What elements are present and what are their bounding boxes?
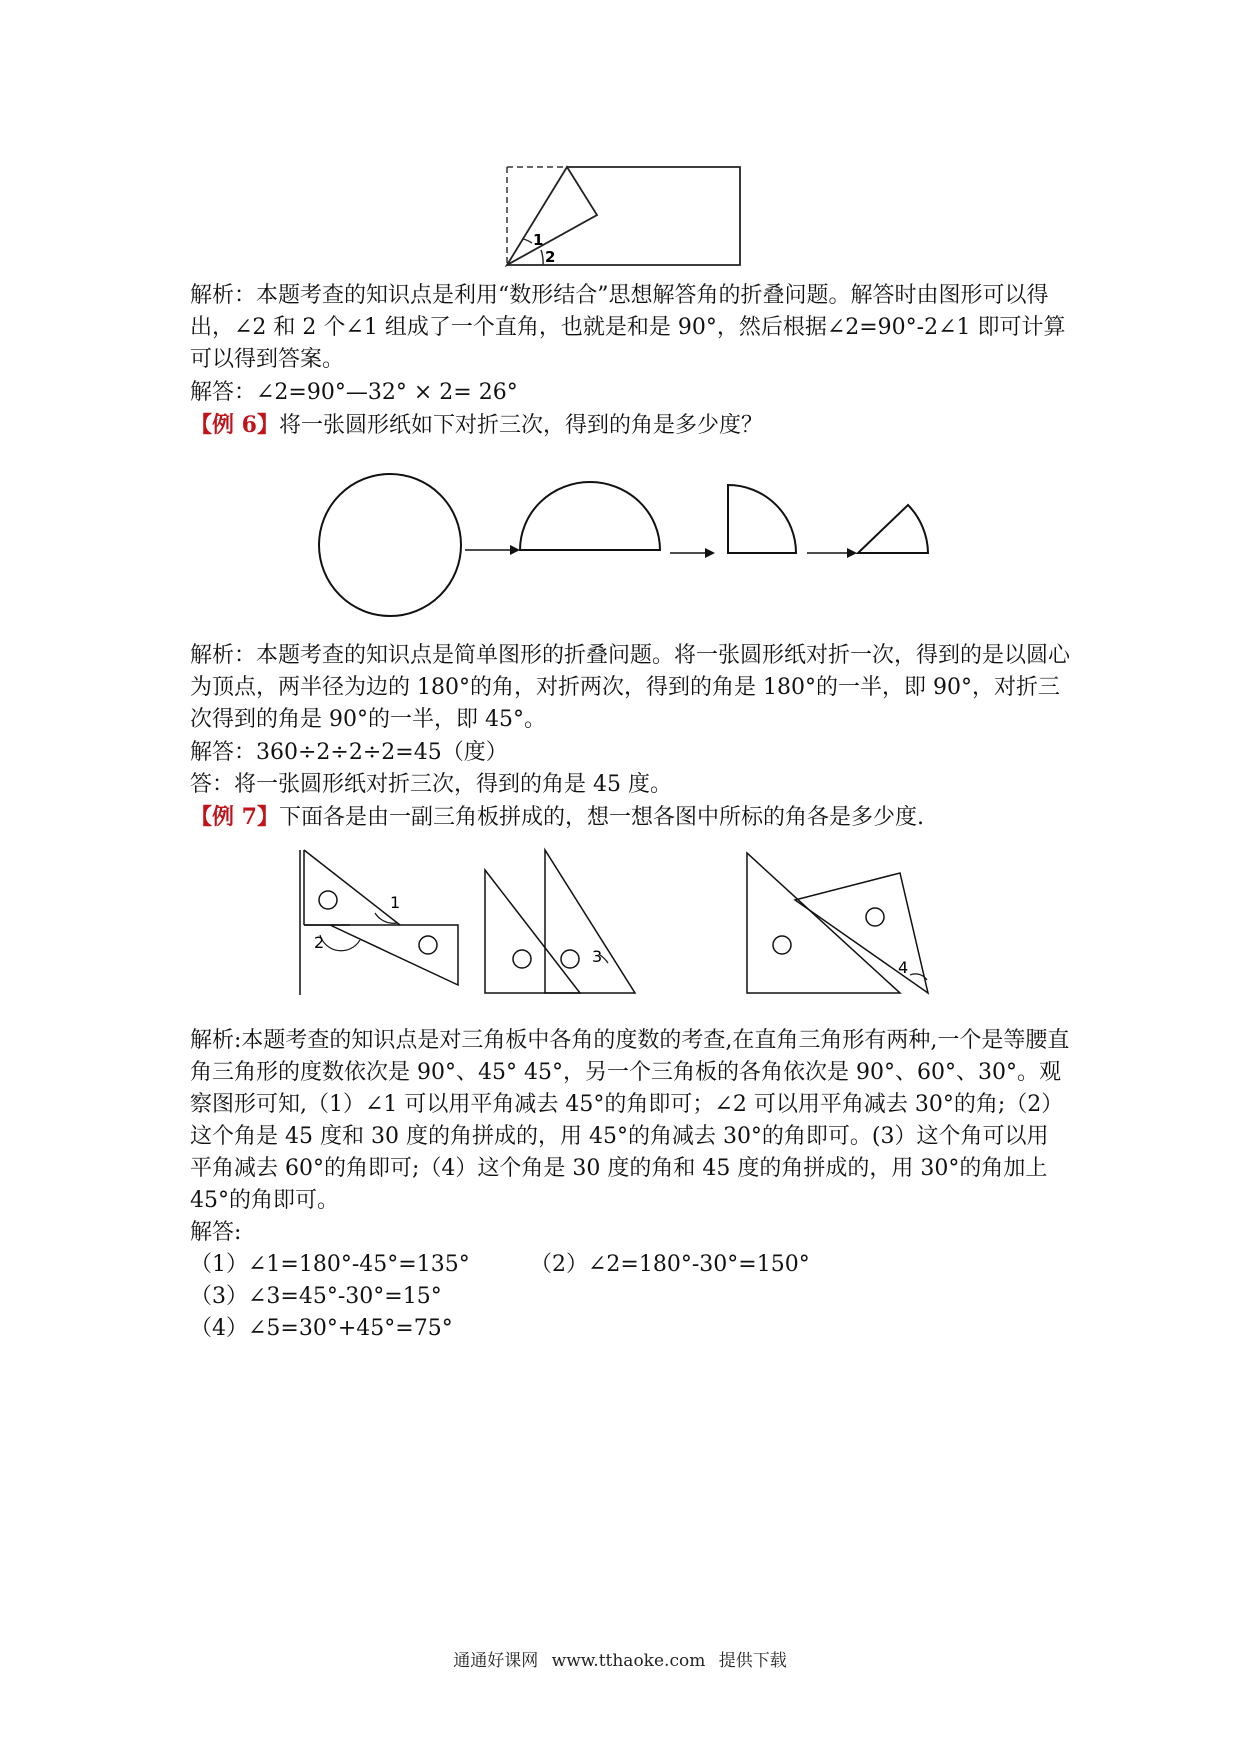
angle-1-label: 1 [390, 893, 401, 912]
ex6-label: 【例 6】 [190, 412, 279, 438]
ex7-answer-1: （1）∠1=180°-45°=135° [190, 1252, 470, 1277]
page-footer [0, 1646, 1240, 1671]
ex6-analysis: 解析：本题考查的知识点是简单图形的折叠问题。将一张圆形纸对折一次，得到的是以圆心为顶点，两半径为边的 180°的角，对折两次，得到的角是 180°的一半，即 90°，对折三次得到的角是 90°的一半，即 45°。 [190, 643, 1071, 732]
arrow-icon [705, 548, 715, 558]
ex5-analysis: 解析：本题考查的知识点是利用“数形结合”思想解答角的折叠问题。解答时由图形可以得出，∠2 和 2 个∠1 组成了一个直角，也就是和是 90°，然后根据∠2=90°-2∠1 即可计算可以得到答案。 [190, 283, 1066, 372]
arrow-icon [510, 545, 520, 555]
arrow-icon [847, 548, 857, 558]
circle-folding-figure [310, 465, 940, 625]
angle-4-label: 4 [898, 958, 909, 977]
ex6-question: 将一张圆形纸如下对折三次，得到的角是多少度？ [278, 413, 763, 438]
angle-2-label: 2 [545, 248, 556, 266]
ex7-question-line [190, 801, 924, 834]
ex7-answer-3: （3）∠3=45°-30°=15° [190, 1284, 442, 1309]
set-square-figures [290, 845, 940, 1005]
ex7-analysis: 解析:本题考查的知识点是对三角板中各角的度数的考查,在直角三角形有两种,一个是等腰直角三角形的度数依次是 90°、45° 45°，另一个三角板的各角依次是 90°、60°、30°。观察图形可知,（1）∠1 可以用平角减去 45°的角即可；∠2 可以用平角减去 30°的角;（2）这个角是 45 度和 30 度的角拼成的，用 45°的角减去 30°的角即可。(3）这个角可以用平角减去 60°的角即可;（4）这个角是 30 度的角和 45 度的角拼成的，用 30°的角加上 45°的角即可。 [190, 1028, 1070, 1213]
quarter-circle [728, 485, 796, 553]
ex6-question-line [190, 409, 763, 442]
footer-site-name: 通通好课网 [453, 1651, 539, 1671]
angle-2-label: 2 [314, 933, 325, 952]
set-square-figure-1 [300, 850, 458, 995]
ex6-answer: 解答：360÷2÷2÷2=45（度） [190, 740, 508, 765]
angle-3-label: 3 [592, 947, 603, 966]
angle-1-label: 1 [533, 231, 544, 249]
ex6-final-answer: 答：将一张圆形纸对折三次，得到的角是 45 度。 [190, 772, 672, 797]
footer-suffix: 提供下载 [718, 1651, 787, 1671]
ex7-answer-2: （2）∠2=180°-30°=150° [530, 1252, 810, 1277]
half-circle [520, 482, 660, 550]
ex7-question: 下面各是由一副三角板拼成的，想一想各图中所标的角各是多少度. [278, 805, 924, 830]
ex5-answer: 解答：∠2=90°—32° × 2= 26° [190, 380, 518, 405]
full-circle [319, 474, 461, 616]
ex7-answer-title: 解答: [190, 1220, 242, 1245]
ex7-label: 【例 7】 [190, 804, 279, 830]
set-square-figure-3 [747, 853, 928, 993]
set-square-figure-2 [485, 850, 635, 993]
footer-url[interactable]: www.tthaoke.com [551, 1651, 706, 1671]
eighth-circle [858, 505, 928, 553]
ex7-answer-4: （4）∠5=30°+45°=75° [190, 1316, 453, 1341]
fold-rectangle-figure [505, 165, 745, 270]
